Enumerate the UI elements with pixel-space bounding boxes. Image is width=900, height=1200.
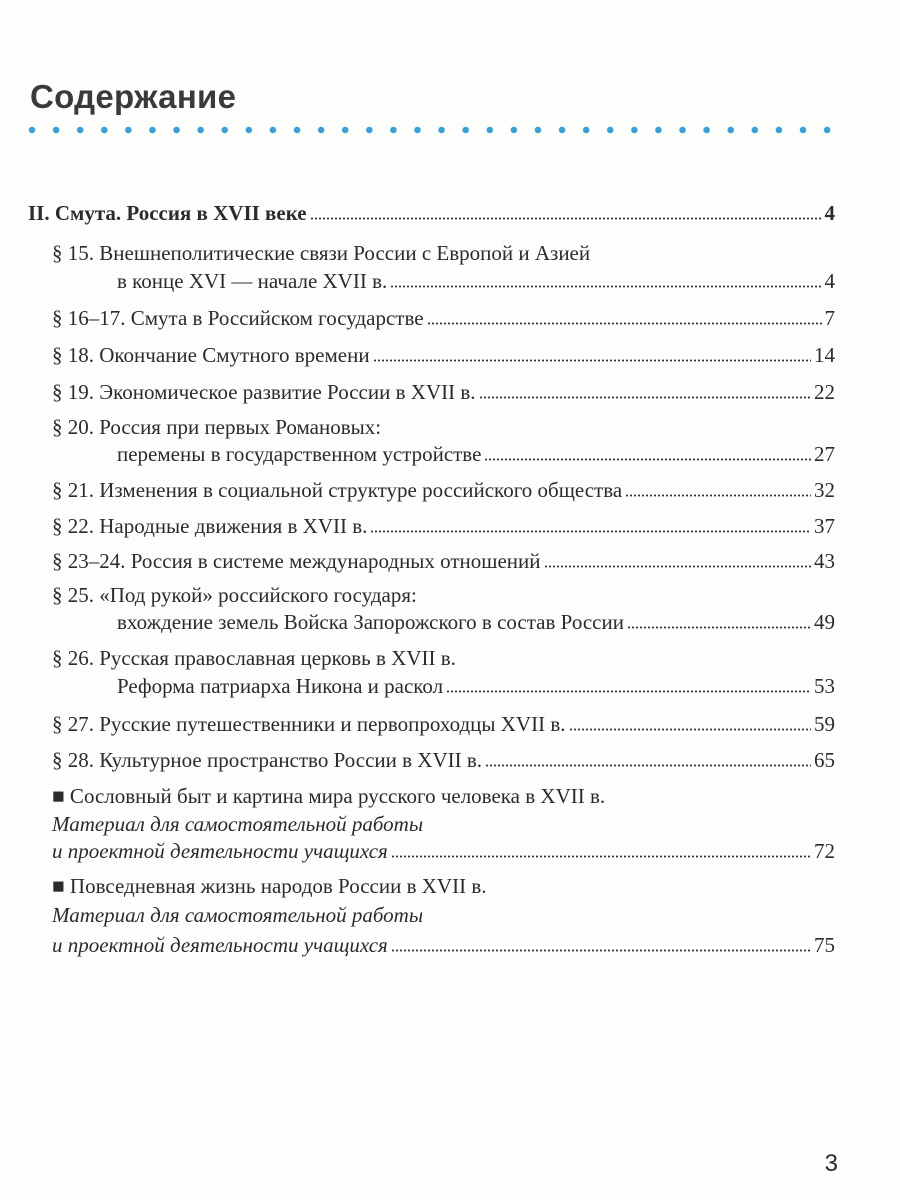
toc-entry[interactable] [117,609,835,635]
toc-entry-page: 43 [814,549,835,573]
dot-leader [446,690,811,693]
toc-entry-page: 59 [814,712,835,736]
dot-leader [391,855,811,858]
toc-entry-text: § 22. Народные движения в XVII в. [52,514,368,538]
toc-entry-page: 53 [814,674,835,698]
toc-entry-text: § 19. Экономическое развитие России в XVII в. [52,380,476,404]
toc-entry-text: § 15. Внешнеполитические связи России с Европой и Азией [52,241,591,265]
toc-entry-page: 4 [824,201,835,225]
toc-entry-text: перемены в государственном устройстве [117,442,482,466]
toc-entry-text: § 26. Русская православная церковь в XVII в. [52,646,456,670]
toc-entry[interactable] [117,441,835,467]
dot-leader [544,565,811,568]
toc-entry[interactable] [52,838,835,864]
toc-entry[interactable] [52,783,835,809]
toc-entry-text: ■ Повседневная жизнь народов России в XVII в. [52,874,487,898]
toc-entry-text: и проектной деятельности учащихся [52,839,388,863]
toc-entry[interactable] [52,711,835,737]
toc-entry-text: § 21. Изменения в социальной структуре российского общества [52,478,623,502]
toc-entry-page: 32 [814,478,835,502]
toc-entry-page: 27 [814,442,835,466]
toc-entry-page: 75 [814,933,835,957]
toc-entry[interactable] [52,873,835,899]
toc-entry-text: Реформа патриарха Никона и раскол [117,674,444,698]
toc-entry-text: Материал для самостоятельной работы [52,812,424,836]
dot-leader [484,458,811,461]
toc-entry-page: 49 [814,610,835,634]
toc-entry[interactable] [117,268,835,294]
dot-leader [373,359,811,362]
toc-entry-text: § 27. Русские путешественники и первопроходцы XVII в. [52,712,566,736]
toc-entry-text: § 23–24. Россия в системе международных отношений [52,549,541,573]
toc-entry-text: II. Смута. Россия в XVII веке [28,201,307,225]
dot-leader [485,764,811,767]
toc-entry-text: § 28. Культурное пространство России в XVII в. [52,748,483,772]
toc-entry-page: 72 [814,839,835,863]
toc-entry-text: § 20. Россия при первых Романовых: [52,415,382,439]
toc-entry[interactable] [52,513,835,539]
toc-entry[interactable] [117,673,835,699]
toc-entry[interactable] [52,240,835,266]
toc-entry[interactable] [52,747,835,773]
toc-entry-text: Материал для самостоятельной работы [52,903,424,927]
toc-entry[interactable] [52,379,835,405]
toc-entry-page: 14 [814,343,835,367]
page-number: 3 [824,1150,838,1177]
dot-leader [627,626,811,629]
toc-entry[interactable] [52,811,835,837]
toc-entry[interactable] [52,932,835,958]
dot-leader [625,494,811,497]
toc-entry[interactable] [52,414,835,440]
dot-leader [370,530,811,533]
toc-entry-section[interactable] [28,200,835,226]
dot-leader [479,396,811,399]
toc-entry-page: 4 [824,269,835,293]
dot-leader [569,728,812,731]
toc-entry[interactable] [52,645,835,671]
toc-entry-text: § 16–17. Смута в Российском государстве [52,306,424,330]
toc-entry-text: ■ Сословный быт и картина мира русского человека в XVII в. [52,784,606,808]
toc-entry-page: 65 [814,748,835,772]
toc-entry[interactable] [52,477,835,503]
dot-leader [391,949,811,952]
toc-entry-page: 37 [814,514,835,538]
decorative-dot-divider [28,126,840,134]
toc-entry-text: вхождение земель Войска Запорожского в состав России [117,610,624,634]
toc-entry-page: 22 [814,380,835,404]
toc-entry[interactable] [52,305,835,331]
toc-entry[interactable] [52,342,835,368]
toc-entry[interactable] [52,548,835,574]
toc-entry-text: § 18. Окончание Смутного времени [52,343,370,367]
dot-leader [310,217,822,220]
page-title: Содержание [30,78,237,115]
toc-entry-text: и проектной деятельности учащихся [52,933,388,957]
toc-entry-text: § 25. «Под рукой» российского государя: [52,583,417,607]
dot-leader [390,285,821,288]
dot-leader [427,322,822,325]
toc-entry-text: в конце XVI — начале XVII в. [117,269,388,293]
toc-entry-page: 7 [824,306,835,330]
toc-entry[interactable] [52,902,835,928]
toc-entry[interactable] [52,582,835,608]
